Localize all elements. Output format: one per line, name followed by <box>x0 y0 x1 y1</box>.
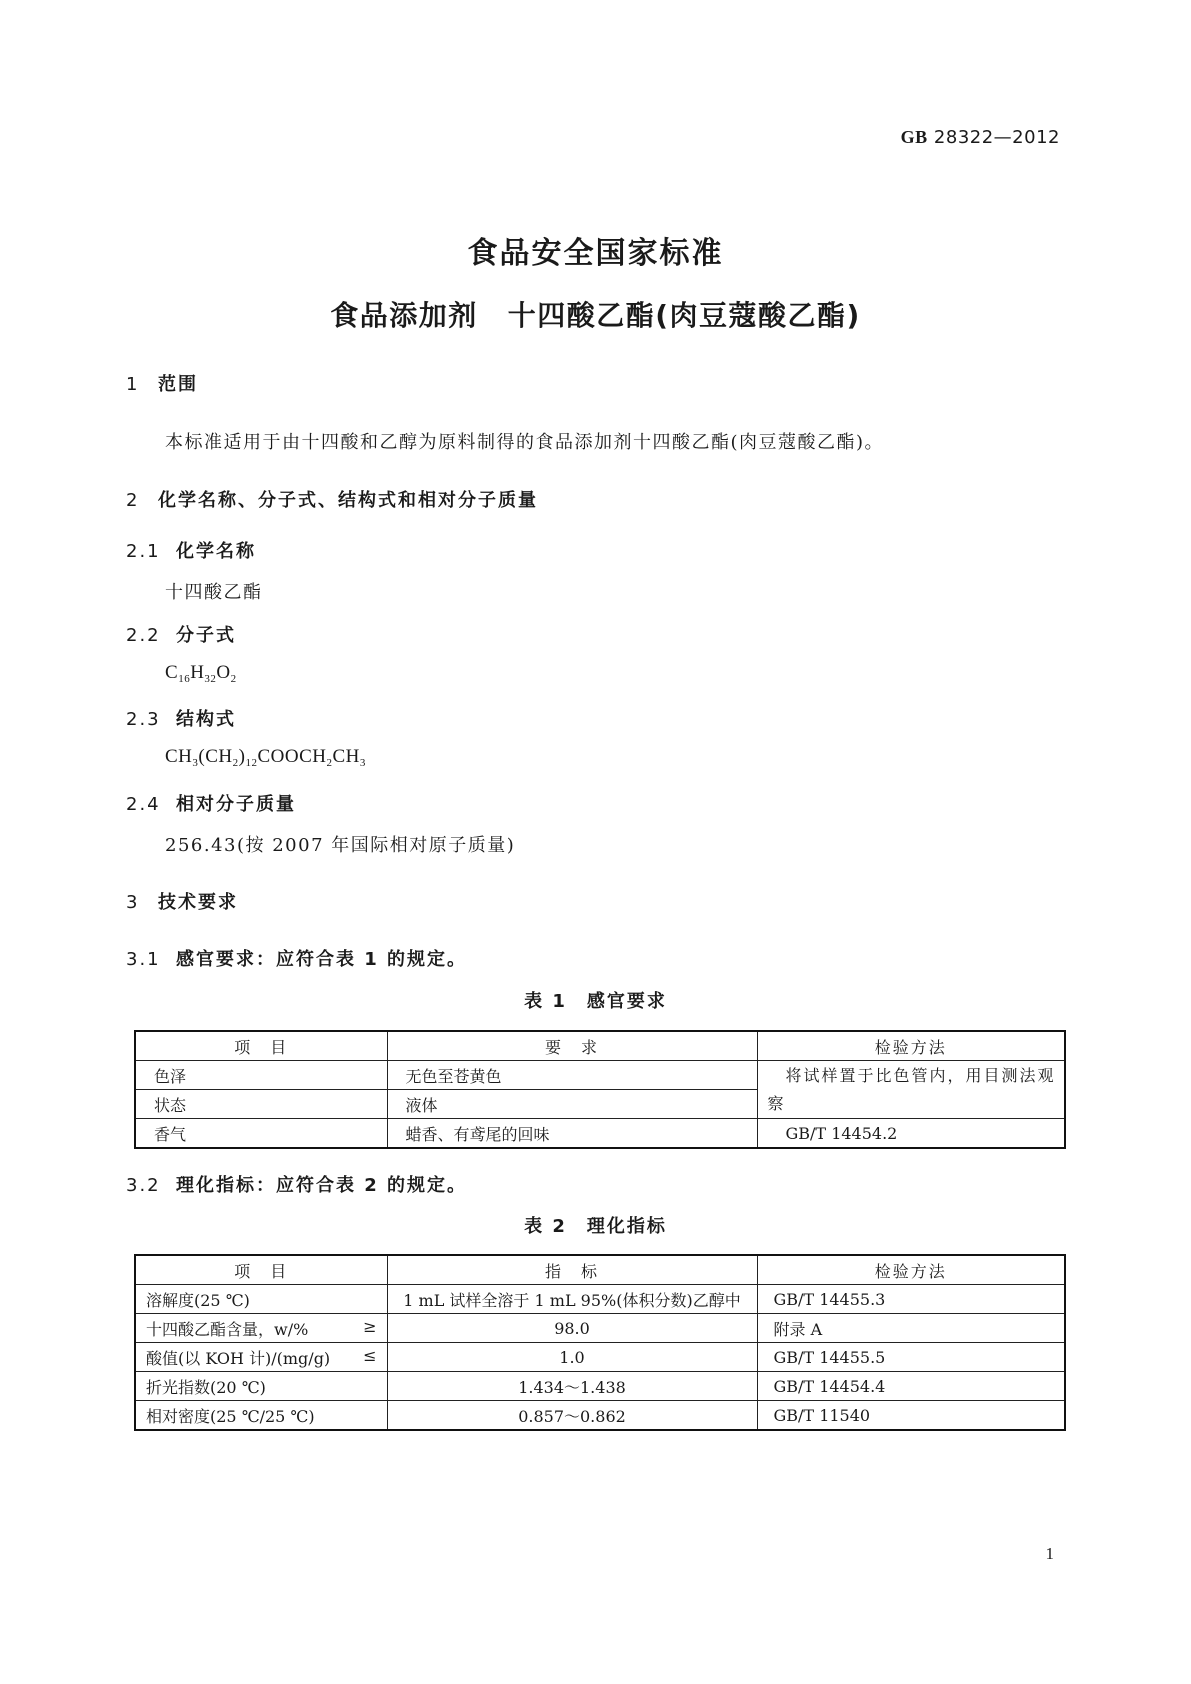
table-cell: 香气 <box>135 1119 387 1149</box>
table-2-physicochemical <box>134 1254 1066 1431</box>
section-2-heading: 2 化学名称、分子式、结构式和相对分子质量 <box>126 490 538 511</box>
table-header-cell: 指 标 <box>387 1255 757 1285</box>
page-number: 1 <box>1045 1544 1054 1563</box>
standard-code: 28322—2012 <box>933 127 1060 148</box>
subtitle-category: 食品添加剂 <box>330 299 478 332</box>
table-cell: 折光指数(20 ℃) <box>135 1372 387 1401</box>
table-cell: 0.857～0.862 <box>387 1401 757 1431</box>
table-header-cell: 检验方法 <box>757 1255 1065 1285</box>
page-subtitle <box>0 294 1191 334</box>
table-header-cell: 检验方法 <box>757 1031 1065 1061</box>
table-cell: 状态 <box>135 1090 387 1119</box>
standard-number <box>901 127 1060 148</box>
page-title: 食品安全国家标准 <box>467 236 724 271</box>
table-cell: 98.0 <box>387 1314 757 1343</box>
table-1-sensory <box>134 1030 1066 1149</box>
section-2-1-heading: 2.1 化学名称 <box>126 541 256 562</box>
table-cell: 色泽 <box>135 1061 387 1090</box>
table-cell: GB/T 14454.2 <box>757 1119 1065 1149</box>
table-cell: 酸值(以 KOH 计)/(mg/g) ≤ <box>135 1343 387 1372</box>
table-row <box>135 1372 1065 1401</box>
table-cell: 无色至苍黄色 <box>387 1061 757 1090</box>
table-cell: GB/T 14455.3 <box>757 1285 1065 1314</box>
table-cell: 1 mL 试样全溶于 1 mL 95%(体积分数)乙醇中 <box>387 1285 757 1314</box>
table-cell: 1.0 <box>387 1343 757 1372</box>
table-cell: 相对密度(25 ℃/25 ℃) <box>135 1401 387 1431</box>
molecular-formula: $C_{16}H_{32}O_2$ <box>165 662 237 685</box>
table-cell: 蜡香、有鸢尾的回味 <box>387 1119 757 1149</box>
section-2-2-heading: 2.2 分子式 <box>126 625 236 646</box>
structural-formula: $CH_3(CH_2)_{12}COOCH_2CH_3$ <box>165 746 366 769</box>
chemical-name: 十四酸乙酯 <box>165 582 263 603</box>
section-3-1-heading: 3.1 感官要求：应符合表 1 的规定。 <box>126 949 468 970</box>
table-row <box>135 1285 1065 1314</box>
table-header-row <box>135 1031 1065 1061</box>
table-2-caption: 表 2 理化指标 <box>524 1216 667 1237</box>
table-header-cell: 项 目 <box>135 1031 387 1061</box>
table-header-cell: 项 目 <box>135 1255 387 1285</box>
table-cell: GB/T 14455.5 <box>757 1343 1065 1372</box>
relative-molecular-mass: 256.43(按 2007 年国际相对原子质量) <box>165 835 516 856</box>
table-cell: 液体 <box>387 1090 757 1119</box>
table-row <box>135 1119 1065 1149</box>
table-header-row <box>135 1255 1065 1285</box>
table-cell: GB/T 14454.4 <box>757 1372 1065 1401</box>
section-1-body: 本标准适用于由十四酸和乙醇为原料制得的食品添加剂十四酸乙酯(肉豆蔻酸乙酯)。 <box>165 432 885 453</box>
table-row <box>135 1343 1065 1372</box>
section-3-heading: 3 技术要求 <box>126 892 238 913</box>
table-header-cell: 要 求 <box>387 1031 757 1061</box>
table-row <box>135 1401 1065 1431</box>
table-1-caption: 表 1 感官要求 <box>524 991 667 1012</box>
section-2-3-heading: 2.3 结构式 <box>126 709 236 730</box>
section-2-4-heading: 2.4 相对分子质量 <box>126 794 296 815</box>
table-cell: 十四酸乙酯含量，w/% ≥ <box>135 1314 387 1343</box>
subtitle-product: 十四酸乙酯(肉豆蔻酸乙酯) <box>507 299 861 332</box>
table-row <box>135 1314 1065 1343</box>
table-cell-merged-method: 将试样置于比色管内，用目测法观察 <box>757 1061 1065 1119</box>
table-cell: 附录 A <box>757 1314 1065 1343</box>
table-row <box>135 1061 1065 1090</box>
table-cell: 1.434～1.438 <box>387 1372 757 1401</box>
section-3-2-heading: 3.2 理化指标：应符合表 2 的规定。 <box>126 1175 468 1196</box>
table-cell: GB/T 11540 <box>757 1401 1065 1431</box>
standard-prefix: GB <box>900 127 928 147</box>
table-cell: 溶解度(25 ℃) <box>135 1285 387 1314</box>
section-1-heading: 1 范围 <box>126 374 198 395</box>
